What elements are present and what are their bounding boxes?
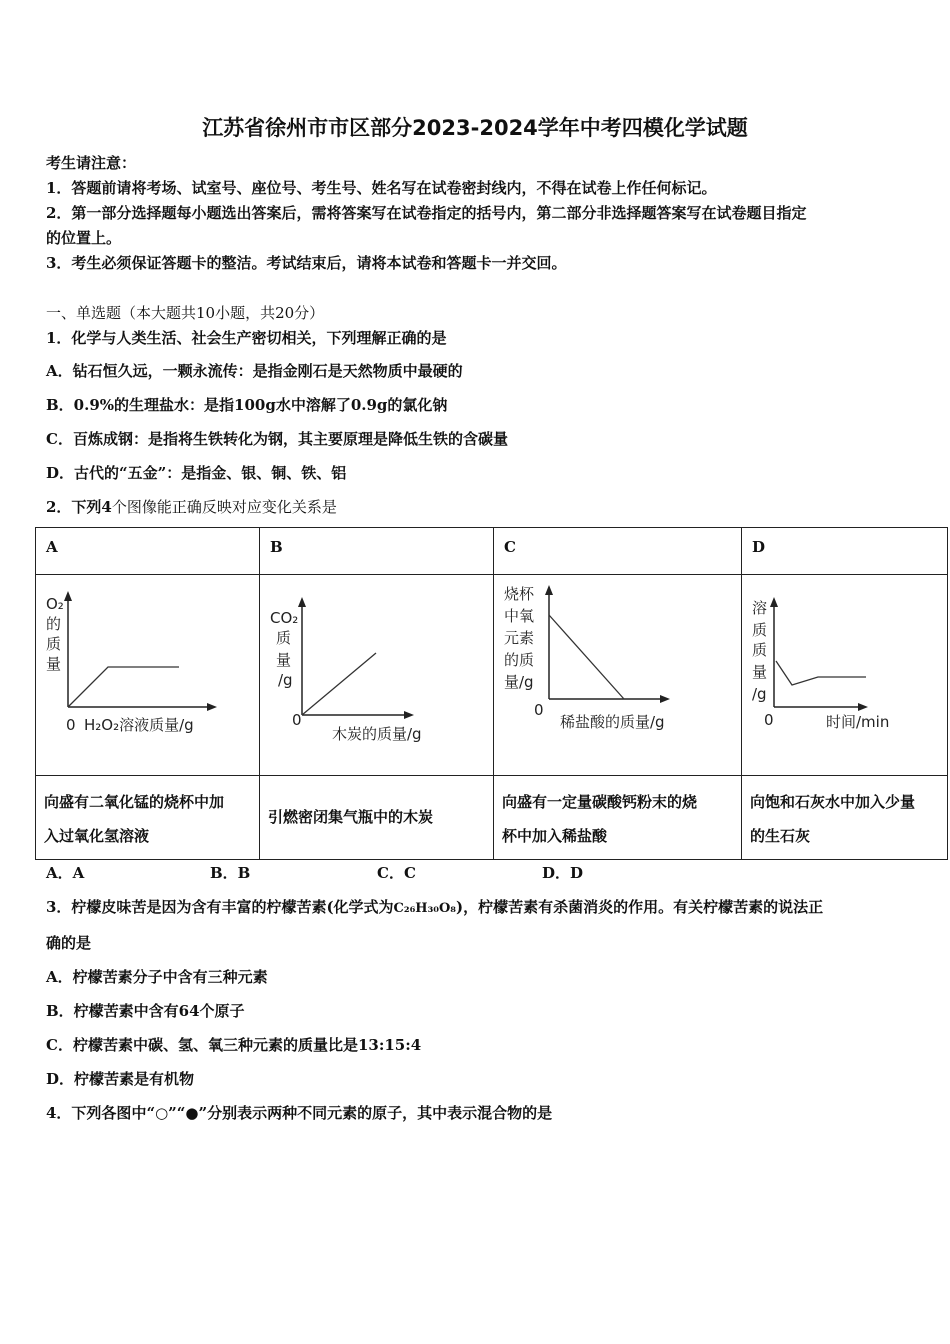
q3-option-d: D．柠檬苦素是有机物 (46, 1070, 195, 1088)
q1-option-c: C．百炼成钢：是指将生铁转化为钢，其主要原理是降低生铁的含碳量 (46, 430, 508, 448)
q3-option-b: B．柠檬苦素中含有64个原子 (46, 1002, 245, 1020)
page-title: 江苏省徐州市市区部分2023-2024学年中考四模化学试题 (202, 116, 748, 140)
notice-item-2b: 的位置上。 (46, 229, 122, 247)
graph-a (36, 575, 260, 771)
graph-d-ylabel-2: 质 (752, 621, 768, 639)
notice-item-2a: 2．第一部分选择题每小题选出答案后，需将答案写在试卷指定的括号内，第二部分非选择题答案写在试卷题目指定 (46, 204, 807, 222)
graph-a-origin: 0 (66, 716, 76, 734)
notice-item-3: 3．考生必须保证答题卡的整洁。考试结束后，请将本试卷和答题卡一并交回。 (46, 254, 567, 272)
graph-d-y-arrow (770, 597, 778, 607)
q1-stem: 1．化学与人类生活、社会生产密切相关，下列理解正确的是 (46, 329, 447, 347)
graph-c-ylabel-5: 量/g (504, 673, 534, 691)
graph-c-ylabel-3: 元素 (504, 629, 535, 647)
q2-stem-number: 2．下列4 (46, 498, 112, 516)
graph-a-curve (68, 667, 179, 707)
graph-a-x-arrow (207, 703, 217, 711)
q2-header-d: D (742, 528, 948, 575)
q4-stem: 4．下列各图中“○”“●”分别表示两种不同元素的原子，其中表示混合物的是 (46, 1104, 553, 1122)
notice-heading: 考生请注意： (46, 154, 137, 172)
desc-c: 向盛有一定量碳酸钙粉末的烧 杯中加入稀盐酸 (494, 776, 742, 860)
graph-d-curve (776, 661, 866, 685)
graph-a-cell (36, 575, 260, 776)
graph-b-ylabel-2: 质 (276, 629, 292, 647)
graph-a-ylabel-3: 质 (46, 635, 62, 653)
graph-b-xlabel: 木炭的质量/g (332, 725, 422, 743)
graph-c-ylabel-4: 的质 (504, 651, 535, 669)
graph-d-origin: 0 (764, 711, 774, 729)
q1-option-a: A．钻石恒久远，一颗永流传：是指金刚石是天然物质中最硬的 (46, 362, 463, 380)
section-heading: 一、单选题（本大题共10小题，共20分） (46, 304, 325, 322)
graph-a-ylabel-4: 量 (46, 655, 62, 673)
q3-stem-line2: 确的是 (46, 934, 92, 952)
graph-d-ylabel-4: 量 (752, 663, 768, 681)
graph-b-ylabel-4: /g (278, 671, 293, 689)
q3-stem-line1: 3．柠檬皮味苦是因为含有丰富的柠檬苦素(化学式为C₂₆H₃₀O₈)，柠檬苦素有杀菌消炎的作用。有关柠檬苦素的说法正 (46, 898, 824, 916)
q2-option-a: A．A (46, 864, 85, 882)
q2-stem (46, 496, 337, 517)
graph-d-ylabel-3: 质 (752, 641, 768, 659)
graph-d-cell (742, 575, 948, 776)
graph-b-curve (302, 653, 376, 715)
graph-c-xlabel: 稀盐酸的质量/g (560, 713, 665, 731)
graph-a-xlabel: H₂O₂溶液质量/g (84, 716, 194, 734)
graph-a-ylabel-1: O₂ (46, 595, 64, 613)
graph-c (494, 575, 742, 771)
graph-c-y-arrow (545, 585, 553, 595)
graph-d-x-arrow (858, 703, 868, 711)
q3-option-c: C．柠檬苦素中碳、氢、氧三种元素的质量比是13:15:4 (46, 1036, 422, 1054)
q2-header-a: A (36, 528, 260, 575)
q3-option-a: A．柠檬苦素分子中含有三种元素 (46, 968, 268, 986)
graph-a-y-arrow (64, 591, 72, 601)
q2-option-b: B．B (210, 864, 251, 882)
graph-b-cell (260, 575, 494, 776)
q3-formula: C₂₆H₃₀O₈ (393, 901, 456, 916)
graph-b (260, 575, 494, 771)
q2-option-d: D．D (542, 864, 584, 882)
graph-c-origin: 0 (534, 701, 544, 719)
graph-a-ylabel-2: 的 (46, 615, 62, 633)
graph-b-ylabel-1: CO₂ (270, 609, 299, 627)
graph-c-ylabel-1: 烧杯 (504, 585, 535, 603)
q1-option-d: D．古代的“五金”：是指金、银、铜、铁、铝 (46, 464, 347, 482)
graph-d-ylabel-5: /g (752, 685, 767, 703)
q2-header-c: C (494, 528, 742, 575)
q2-option-c: C．C (377, 864, 416, 882)
graph-b-y-arrow (298, 597, 306, 607)
q1-option-b: B．0.9%的生理盐水：是指100g水中溶解了0.9g的氯化钠 (46, 396, 448, 414)
graph-b-x-arrow (404, 711, 414, 719)
graph-c-ylabel-2: 中氧 (504, 607, 535, 625)
graph-b-origin: 0 (292, 711, 302, 729)
notice-item-1: 1．答题前请将考场、试室号、座位号、考生号、姓名写在试卷密封线内，不得在试卷上作任何标记。 (46, 179, 717, 197)
desc-a: 向盛有二氧化锰的烧杯中加 入过氧化氢溶液 (36, 776, 260, 860)
desc-d: 向饱和石灰水中加入少量 的生石灰 (742, 776, 948, 860)
graph-d (742, 575, 948, 771)
q2-stem-text: 个图像能正确反映对应变化关系是 (111, 498, 337, 516)
graph-d-xlabel: 时间/min (826, 713, 890, 731)
desc-b: 引燃密闭集气瓶中的木炭 (260, 776, 494, 860)
q2-header-b: B (260, 528, 494, 575)
graph-c-cell (494, 575, 742, 776)
graph-b-ylabel-3: 量 (276, 651, 292, 669)
q2-graph-table (35, 527, 948, 860)
graph-c-curve (549, 615, 624, 699)
graph-d-ylabel-1: 溶 (752, 599, 768, 617)
graph-c-x-arrow (660, 695, 670, 703)
